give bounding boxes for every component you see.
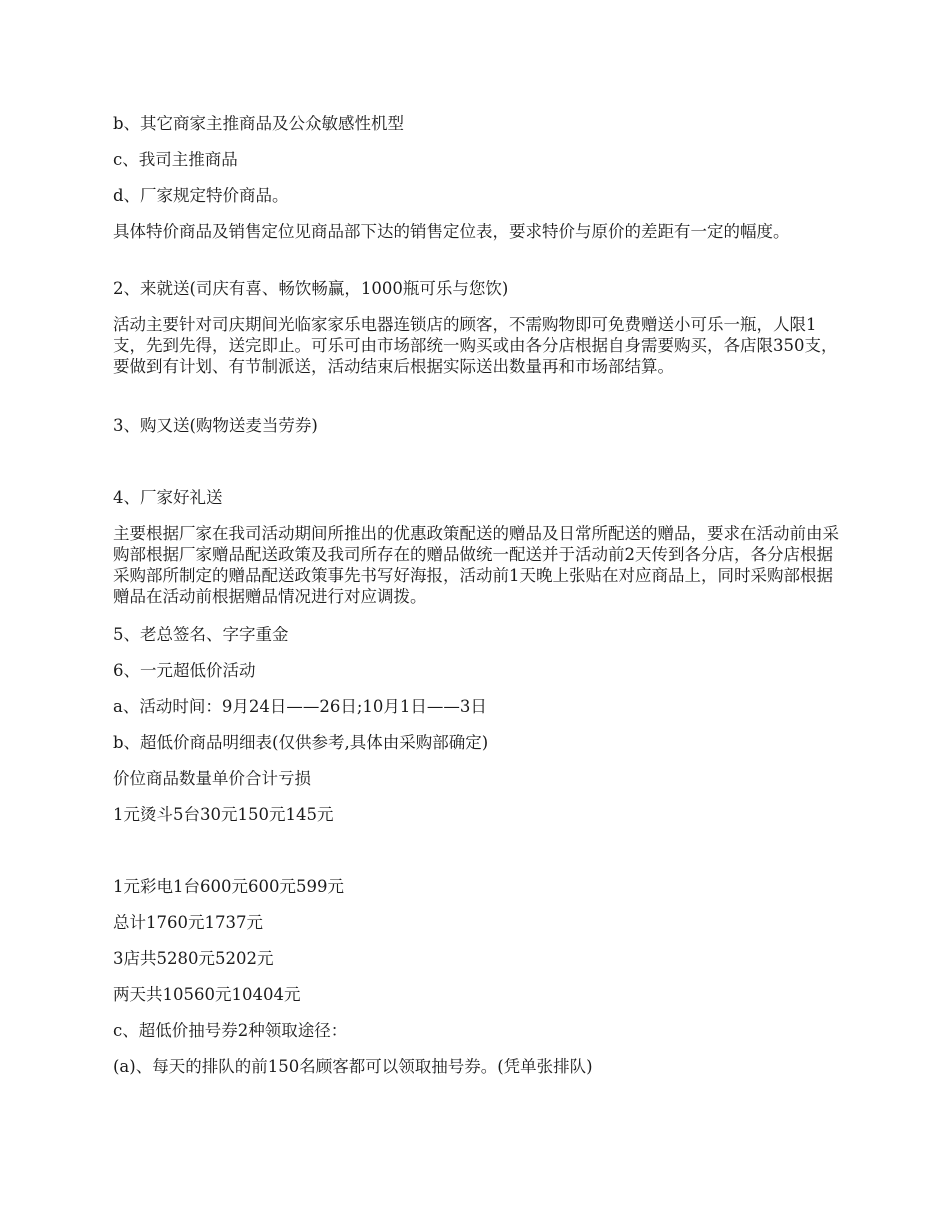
paragraph-16: 1元彩电1台600元600元599元 [113, 877, 344, 896]
paragraph-8: 4、厂家好礼送 [113, 488, 223, 507]
paragraph-9: 主要根据厂家在我司活动期间所推出的优惠政策配送的赠品及日常所配送的赠品，要求在活动前由采购部根据厂家赠品配送政策及我司所存在的赠品做统一配送并于活动前2天传到各分店，各分店根据采购部所制定的赠品配送政策事先书写好海报，活动前1天晚上张贴在对应商品上，同时采购部根据赠品在活动前根据赠品情况进行对应调拨。 [113, 524, 839, 606]
paragraph-2: c、我司主推商品 [113, 150, 238, 169]
paragraph-12: a、活动时间：9月24日——26日;10月1日——3日 [113, 697, 487, 716]
paragraph-5: 2、来就送(司庆有喜、畅饮畅赢，1000瓶可乐与您饮) [113, 279, 509, 298]
paragraph-4: 具体特价商品及销售定位见商品部下达的销售定位表，要求特价与原价的差距有一定的幅度。 [113, 222, 790, 241]
paragraph-6: 活动主要针对司庆期间光临家家乐电器连锁店的顾客，不需购物即可免费赠送小可乐一瓶，人限1支，先到先得，送完即止。可乐可由市场部统一购买或由各分店根据自身需要购买，各店限350支，要做到有计划、有节制派送，活动结束后根据实际送出数量再和市场部结算。 [113, 315, 838, 376]
paragraph-19: 两天共10560元10404元 [113, 985, 301, 1004]
paragraph-17: 总计1760元1737元 [113, 913, 263, 932]
paragraph-13: b、超低价商品明细表(仅供参考,具体由采购部确定) [113, 733, 489, 752]
paragraph-3: d、厂家规定特价商品。 [113, 186, 289, 205]
paragraph-1: b、其它商家主推商品及公众敏感性机型 [113, 114, 405, 133]
paragraph-20: c、超低价抽号券2种领取途径： [113, 1021, 348, 1040]
paragraph-11: 6、一元超低价活动 [113, 661, 256, 680]
paragraph-7: 3、购又送(购物送麦当劳券) [113, 416, 318, 435]
paragraph-10: 5、老总签名、字字重金 [113, 625, 289, 644]
paragraph-15: 1元烫斗5台30元150元145元 [113, 805, 334, 824]
paragraph-18: 3店共5280元5202元 [113, 949, 274, 968]
paragraph-21: (a)、每天的排队的前150名顾客都可以领取抽号券。(凭单张排队) [113, 1057, 593, 1076]
paragraph-14: 价位商品数量单价合计亏损 [113, 769, 311, 788]
